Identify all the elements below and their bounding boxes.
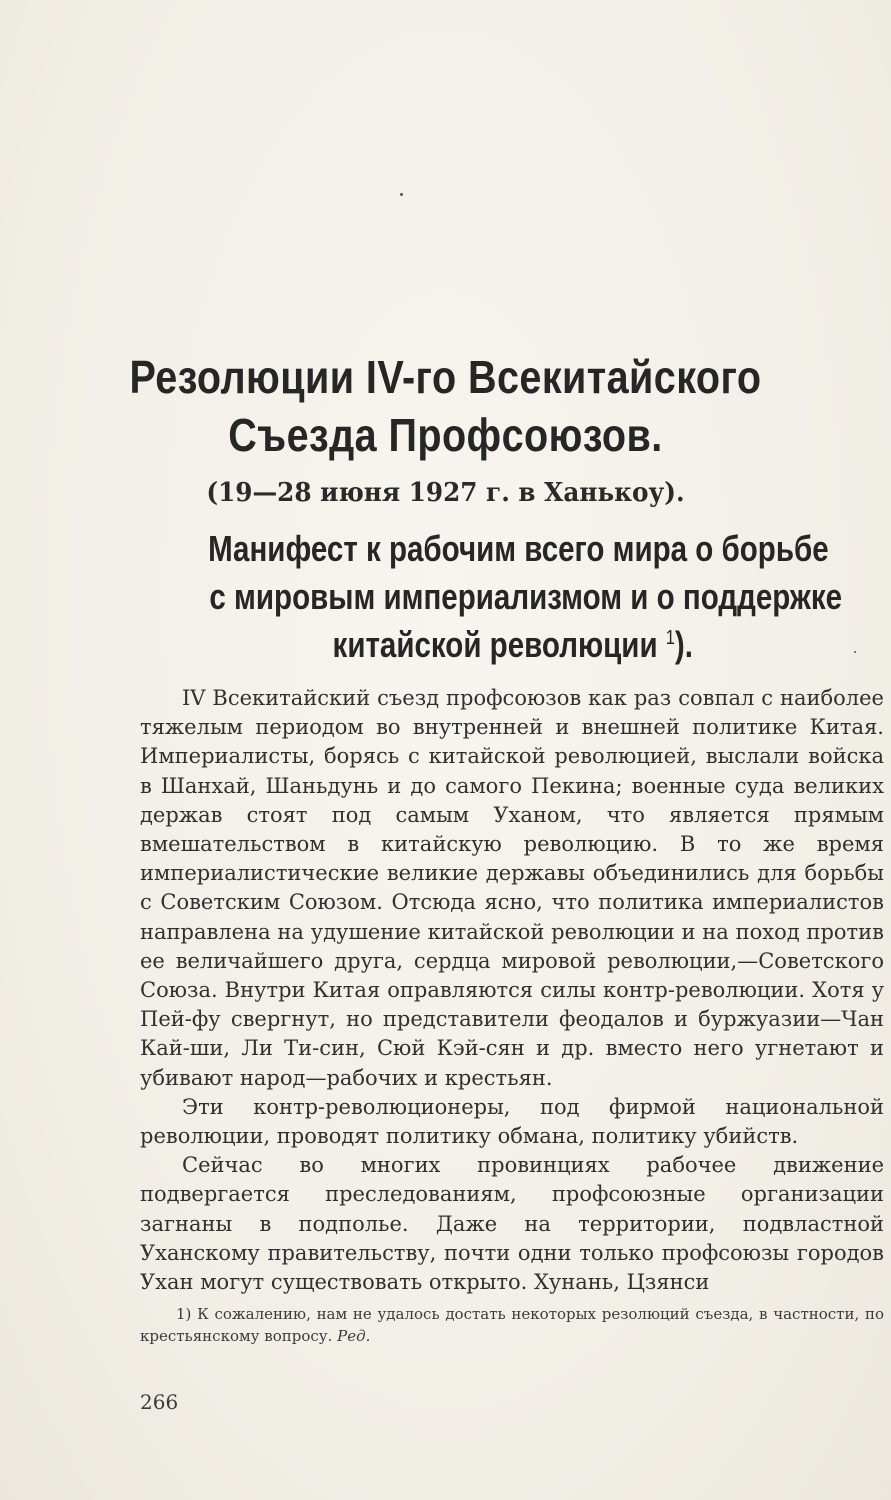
manifest-line-3-end: ). xyxy=(674,624,693,665)
manifest-line-2-text: с мировым империализмом и о поддержке xyxy=(209,576,843,617)
footnote xyxy=(140,1303,884,1347)
manifest-title-line-3 xyxy=(140,624,885,666)
heading-line-2: Съезда Профсоюзов. xyxy=(228,409,663,461)
footnote-editor: Ред. xyxy=(337,1327,371,1345)
print-speck xyxy=(854,651,856,653)
manifest-title-line-1 xyxy=(140,528,885,570)
footnote-reference: 1 xyxy=(665,627,675,649)
footnote-mark: 1) xyxy=(176,1305,192,1323)
paragraph-3: Сейчас во многих провинциях рабочее движение подвергается преследованиям, профсоюзные организации загнаны в подполье. Даже на территории, подвластной Уханскому правительству, почти одни только профсоюзы городов Ухан могут существовать открыто. Хунань, Цзянси xyxy=(140,1153,884,1295)
print-speck xyxy=(400,193,403,196)
page-number: 266 xyxy=(140,1390,179,1414)
body-text xyxy=(140,684,884,1297)
footnote-text: К сожалению, нам не удалось достать некоторых резолюций съезда, в частности, по крестьянскому вопросу. xyxy=(140,1305,884,1345)
manifest-line-3-text: китайской революции xyxy=(332,624,658,665)
heading-line-1: Резолюции IV-го Всекитайского xyxy=(129,351,762,403)
paragraph-1: IV Всекитайский съезд профсоюзов как раз совпал с наиболее тяжелым периодом во внутренней и внешней политике Китая. Империалисты, борясь с китайской революцией, выслали войска в Шанхай, Шаньдунь и до самого Пекина; военные суда великих держав стоят под самым Уханом, что является прямым вмешательством в китайскую революцию. В то же время империалистические великие державы объединились для борьбы с Советским Союзом. Отсюда ясно, что политика империалистов направлена на удушение китайской революции и на поход против ее величайшего друга, сердца мировой революции,—Советского Союза. Внутри Китая оправляются силы контр-революции. Хотя у Пей-фу свергнут, но представители феодалов и буржуазии—Чан Кай-ши, Ли Ти-син, Сюй Кэй-сян и др. вместо него угнетают и убивают народ—рабочих и крестьян. xyxy=(140,686,884,1090)
manifest-line-1-text: Манифест к рабочим всего мира о борьбе xyxy=(208,528,829,569)
paragraph-2: Эти контр-революционеры, под фирмой национальной революции, проводят политику обмана, политику убийств. xyxy=(140,1094,884,1149)
manifest-line-3-wrap xyxy=(332,624,692,666)
manifest-title-line-2 xyxy=(140,576,885,618)
heading-dates: (19—28 июня 1927 г. в Ханькоу). xyxy=(206,478,685,508)
